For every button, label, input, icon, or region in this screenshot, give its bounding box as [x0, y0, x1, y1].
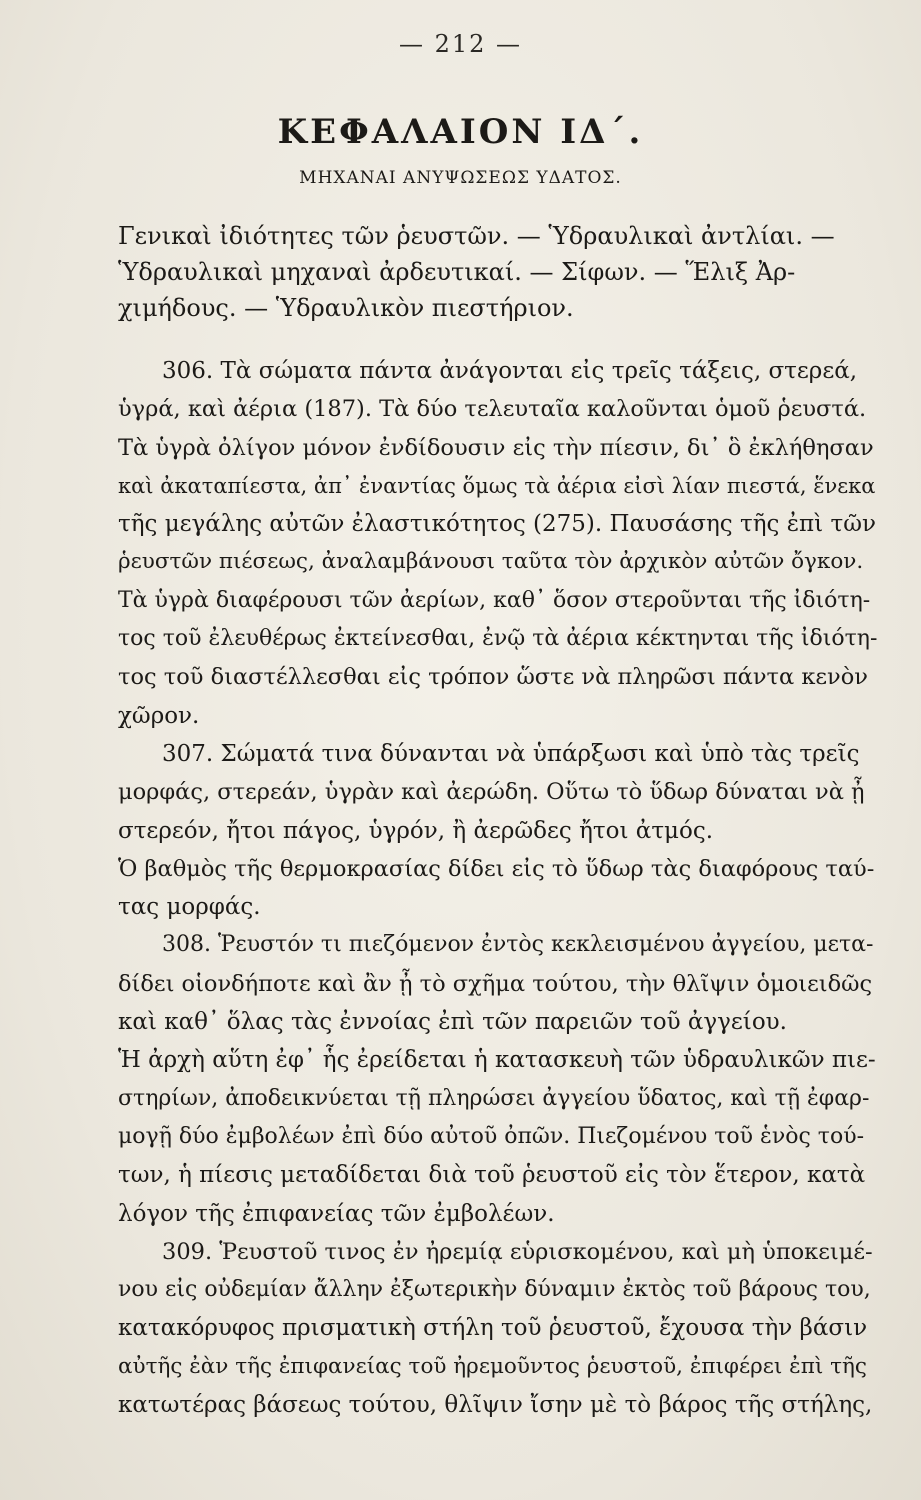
text-line: ῥευστῶν πιέσεως, ἀναλαμβάνουσι ταῦτα τὸν ἀρχικὸν αὐτῶν ὄγκον. [118, 549, 864, 575]
text-line: τος τοῦ διαστέλλεσθαι εἰς τρόπον ὥστε νὰ πληρῶσι πάντα κενὸν [118, 664, 868, 691]
paragraph-first-line: 306. Τὰ σώματα πάντα ἀνάγονται εἰς τρεῖς τάξεις, στερεά, [162, 358, 858, 384]
paragraph-first-line: 308. Ῥευστόν τι πιεζόμενον ἐντὸς κεκλεισμένου ἀγγείου, μετα- [162, 932, 874, 958]
chapter-summary [118, 218, 878, 326]
text-line: μορφάς, στερεάν, ὑγρὰν καὶ ἀερώδη. Οὕτω τὸ ὕδωρ δύναται νὰ ᾖ [118, 779, 865, 806]
text-line: Τὰ ὑγρὰ διαφέρουσι τῶν ἀερίων, καθ᾽ ὅσον στεροῦνται τῆς ἰδιότη- [118, 587, 871, 613]
summary-line: Ὑδραυλικαὶ μηχαναὶ ἀρδευτικαί. — Σίφων. — Ἕλιξ Ἀρ- [118, 258, 796, 286]
page-number: — 212 — [398, 30, 523, 58]
text-line: τας μορφάς. [118, 894, 261, 921]
text-line: χῶρον. [118, 702, 200, 729]
text-line: Ὁ βαθμὸς τῆς θερμοκρασίας δίδει εἰς τὸ ὕδωρ τὰς διαφόρους ταύ- [118, 855, 875, 882]
text-line: μογῇ δύο ἐμβολέων ἐπὶ δύο αὐτοῦ ὀπῶν. Πιεζομένου τοῦ ἑνὸς τού- [118, 1123, 865, 1149]
text-line: καὶ καθ᾽ ὅλας τὰς ἐννοίας ἐπὶ τῶν παρειῶν τοῦ ἀγγείου. [118, 1009, 787, 1036]
summary-line: Γενικαὶ ἰδιότητες τῶν ῥευστῶν. — Ὑδραυλικαὶ ἀντλίαι. — [118, 222, 835, 250]
text-line: των, ἡ πίεσις μεταδίδεται διὰ τοῦ ῥευστοῦ εἰς τὸν ἕτερον, κατὰ [118, 1162, 866, 1189]
text-line: Τὰ ὑγρὰ ὀλίγον μόνον ἐνδίδουσιν εἰς τὴν πίεσιν, δι᾽ ὃ ἐκλήθησαν [118, 434, 874, 461]
text-line: κατακόρυφος πρισματικὴ στήλη τοῦ ῥευστοῦ, ἔχουσα τὴν βάσιν [118, 1315, 868, 1342]
chapter-subtitle: ΜΗΧΑΝΑΙ ΑΝΥΨΩΣΕΩΣ ΥΔΑΤΟΣ. [299, 168, 622, 188]
text-line: καὶ ἀκαταπίεστα, ἀπ᾽ ἐναντίας ὅμως τὰ ἀέρια εἰσὶ λίαν πιεστά, ἕνεκα [118, 473, 876, 498]
paragraph-first-line: 309. Ῥευστοῦ τινος ἐν ἠρεμίᾳ εὑρισκομένου, καὶ μὴ ὑποκειμέ- [162, 1238, 873, 1265]
text-line: τος τοῦ ἐλευθέρως ἐκτείνεσθαι, ἐνῷ τὰ ἀέρια κέκτηνται τῆς ἰδιότη- [118, 626, 878, 652]
text-line: στηρίων, ἀποδεικνύεται τῇ πληρώσει ἀγγείου ὕδατος, καὶ τῇ ἐφαρ- [118, 1085, 870, 1111]
text-line: στερεόν, ἤτοι πάγος, ὑγρόν, ἢ ἀερῶδες ἤτοι ἀτμός. [118, 817, 714, 844]
text-line: δίδει οἱονδήποτε καὶ ἂν ᾖ τὸ σχῆμα τούτου, τὴν θλῖψιν ὁμοιειδῶς [118, 970, 873, 997]
body-text [118, 352, 878, 1424]
text-line: ὑγρά, καὶ ἀέρια (187). Τὰ δύο τελευταῖα καλοῦνται ὁμοῦ ῥευστά. [118, 396, 867, 423]
text-line: Ἡ ἀρχὴ αὕτη ἐφ᾽ ἧς ἐρείδεται ἡ κατασκευὴ τῶν ὑδραυλικῶν πιε- [118, 1047, 876, 1074]
text-line: αὐτῆς ἐὰν τῆς ἐπιφανείας τοῦ ἠρεμοῦντος ῥευστοῦ, ἐπιφέρει ἐπὶ τῆς [118, 1353, 867, 1379]
paragraph-first-line: 307. Σώματά τινα δύνανται νὰ ὑπάρξωσι καὶ ὑπὸ τὰς τρεῖς [162, 740, 860, 767]
text-line: νου εἰς οὐδεμίαν ἄλλην ἐξωτερικὴν δύναμιν ἐκτὸς τοῦ βάρους του, [118, 1277, 871, 1303]
text-line: τῆς μεγάλης αὐτῶν ἐλαστικότητος (275). Παυσάσης τῆς ἐπὶ τῶν [118, 511, 876, 538]
text-line: κατωτέρας βάσεως τούτου, θλῖψιν ἴσην μὲ τὸ βάρος τῆς στήλης, [118, 1392, 873, 1419]
text-line: λόγον τῆς ἐπιφανείας τῶν ἐμβολέων. [118, 1200, 555, 1227]
chapter-title: ΚΕΦΑΛΑΙΟΝ ΙΔ΄. [277, 112, 644, 152]
summary-line: χιμήδους. — Ὑδραυλικὸν πιεστήριον. [118, 294, 574, 322]
